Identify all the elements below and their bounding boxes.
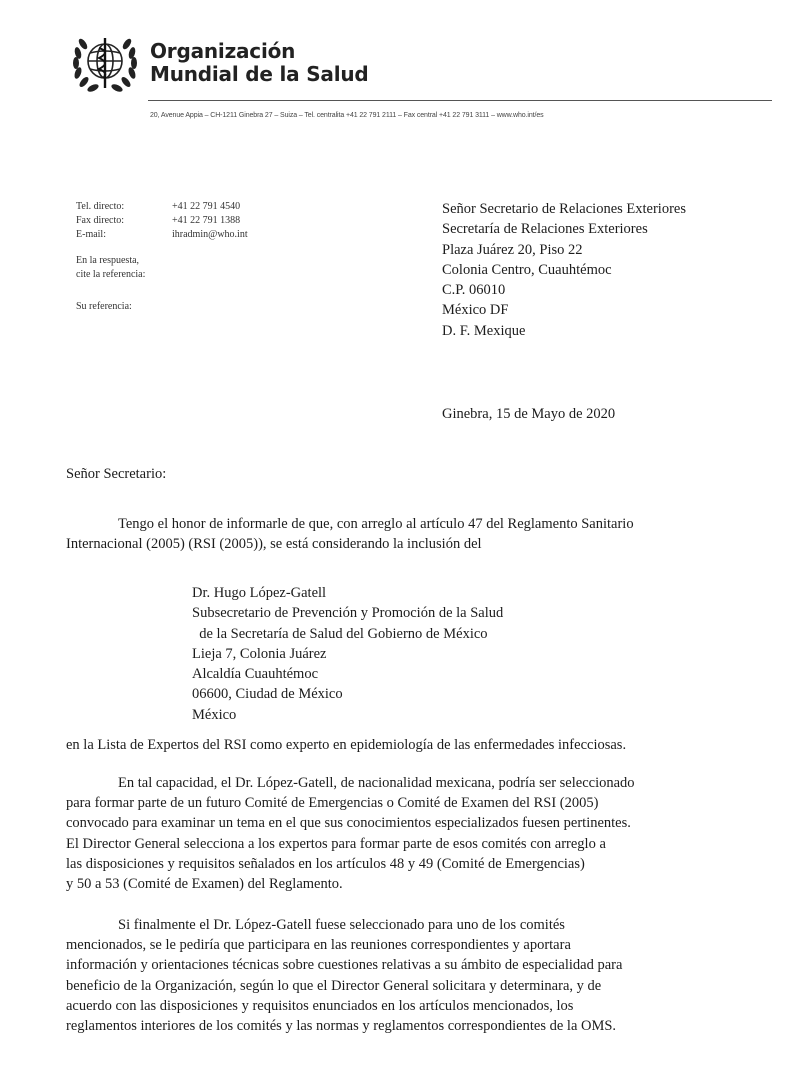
paragraph-line: mencionados, se le pediría que participara en las reuniones correspondientes y aportara bbox=[66, 937, 571, 954]
paragraph-line: El Director General selecciona a los expertos para formar parte de esos comités con arreglo a bbox=[66, 835, 606, 852]
paragraph-line: información y orientaciones técnicas sobre cuestiones relativas a su ámbito de especialidad para bbox=[66, 957, 623, 974]
paragraph-line: acuerdo con las disposiciones y requisitos enunciados en los artículos mencionados, los bbox=[66, 997, 574, 1014]
paragraph-line: Si finalmente el Dr. López-Gatell fuese seleccionado para uno de los comités bbox=[118, 917, 565, 933]
fax-row bbox=[76, 214, 248, 228]
your-reference: Su referencia: bbox=[76, 301, 132, 312]
paragraph-line: las disposiciones y requisitos señalados en los artículos 48 y 49 (Comité de Emergencias) bbox=[66, 855, 585, 872]
expert-line: de la Secretaría de Salud del Gobierno de México bbox=[192, 625, 488, 642]
org-name-line1: Organización bbox=[150, 39, 296, 63]
recipient-line: México DF bbox=[442, 302, 509, 319]
paragraph-2: en la Lista de Expertos del RSI como experto en epidemiología de las enfermedades infecciosas. bbox=[66, 737, 627, 753]
org-name-line2: Mundial de la Salud bbox=[150, 62, 369, 86]
expert-address bbox=[192, 583, 503, 725]
paragraph-line: y 50 a 53 (Comité de Examen) del Reglamento. bbox=[66, 876, 343, 893]
tel-row bbox=[76, 200, 248, 214]
contact-meta bbox=[76, 200, 248, 314]
reply-note-line1: En la respuesta, bbox=[76, 255, 140, 266]
recipient-line: Señor Secretario de Relaciones Exteriores bbox=[442, 201, 686, 217]
expert-line: Subsecretario de Prevención y Promoción de la Salud bbox=[192, 605, 504, 622]
email-row bbox=[76, 228, 248, 242]
paragraph-line: Tengo el honor de informarle de que, con arreglo al artículo 47 del Reglamento Sanitario bbox=[118, 516, 634, 532]
expert-line: Alcaldía Cuauhtémoc bbox=[192, 666, 319, 683]
paragraph-line: para formar parte de un futuro Comité de Emergencias o Comité de Examen del RSI (2005) bbox=[66, 795, 599, 812]
email-label: E-mail: bbox=[76, 229, 106, 240]
paragraph-1 bbox=[66, 514, 776, 554]
letter-date: Ginebra, 15 de Mayo de 2020 bbox=[442, 406, 616, 422]
recipient-line: Plaza Juárez 20, Piso 22 bbox=[442, 241, 583, 258]
recipient-line: C.P. 06010 bbox=[442, 282, 506, 299]
paragraph-line: beneficio de la Organización, según lo que el Director General solicitara y determinara, y de bbox=[66, 977, 602, 994]
recipient-line: Colonia Centro, Cuauhtémoc bbox=[442, 261, 612, 278]
letterhead-divider bbox=[148, 100, 772, 101]
reply-note bbox=[76, 254, 248, 282]
tel-value: +41 22 791 4540 bbox=[172, 201, 241, 212]
organization-name bbox=[150, 40, 369, 86]
salutation: Señor Secretario: bbox=[66, 466, 167, 482]
paragraph-line: convocado para examinar un tema en el que sus conocimientos especializados fuesen pertinentes. bbox=[66, 815, 631, 832]
email-value: ihradmin@who.int bbox=[172, 229, 248, 240]
recipient-address bbox=[442, 199, 686, 341]
reply-note-line2: cite la referencia: bbox=[76, 269, 146, 280]
paragraph-4 bbox=[66, 915, 776, 1036]
expert-line: México bbox=[192, 706, 237, 723]
expert-line: Lieja 7, Colonia Juárez bbox=[192, 645, 327, 662]
who-emblem-icon bbox=[66, 28, 144, 100]
paragraph-3 bbox=[66, 773, 776, 894]
expert-line: Dr. Hugo López-Gatell bbox=[192, 585, 327, 601]
recipient-line: D. F. Mexique bbox=[442, 322, 526, 339]
fax-value: +41 22 791 1388 bbox=[172, 215, 241, 226]
letterhead-address: 20, Avenue Appia – CH-1211 Ginebra 27 – Suiza – Tel. centralita +41 22 791 2111 – Fax central +41 22 791 3111 – www.who.int/es bbox=[150, 112, 544, 119]
paragraph-line: reglamentos interiores de los comités y las normas y reglamentos correspondientes de la OMS. bbox=[66, 1018, 617, 1035]
recipient-line: Secretaría de Relaciones Exteriores bbox=[442, 221, 648, 238]
tel-label: Tel. directo: bbox=[76, 201, 125, 212]
expert-line: 06600, Ciudad de México bbox=[192, 686, 343, 703]
paragraph-line: Internacional (2005) (RSI (2005)), se está considerando la inclusión del bbox=[66, 536, 482, 553]
fax-label: Fax directo: bbox=[76, 215, 125, 226]
paragraph-line: En tal capacidad, el Dr. López-Gatell, de nacionalidad mexicana, podría ser seleccionado bbox=[118, 775, 635, 791]
